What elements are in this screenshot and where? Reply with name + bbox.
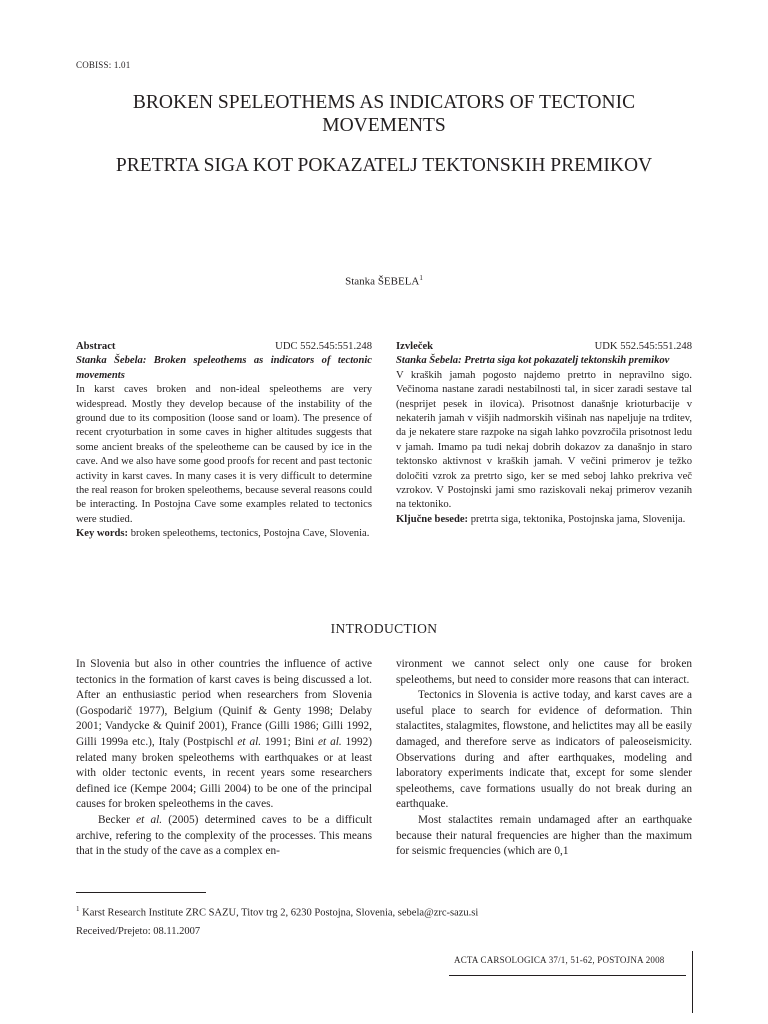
izvlecek-label: Izvleček — [396, 341, 434, 352]
abstract-english — [76, 340, 372, 542]
received-date: Received/Prejeto: 08.11.2007 — [76, 925, 201, 937]
section-heading-introduction: INTRODUCTION — [330, 621, 438, 636]
intro-p2-end: (2005) determined caves to be a difficult archive, refering to the complexity of the processes. This means that in the study of the cave as a complex en- — [76, 813, 373, 858]
intro-paragraph-3: vironment we cannot select only one cause for broken speleothems, but need to consider more reasons that can interact. — [396, 658, 692, 686]
udc-code: UDC 552.545:551.248 — [275, 341, 372, 352]
intro-p1-end: 1992) related many broken speleothems with earthquakes or at least with older tectonic events, in recent years some researchers defined ice (Kempe 2004; Gilli 2004) to be one of the principal causes for broken speleothems in the caves. — [76, 735, 373, 811]
footnote-divider — [76, 892, 206, 893]
journal-footer: ACTA CARSOLOGICA 37/1, 51-62, POSTOJNA 2008 — [454, 955, 665, 965]
intro-paragraph-2 — [76, 813, 372, 860]
body-column-left — [76, 657, 372, 860]
keywords-text: broken speleothems, tectonics, Postojna Cave, Slovenia. — [130, 528, 370, 540]
intro-p1-text: In Slovenia but also in other countries the influence of active tectonics in the formation of karst caves is being discussed a lot. After an enthusiastic period when researchers from Slovenia (Gospodarič 1977), Belgium (Quinif & Genty 1998; Delaby 2001; Vandycke & Quinif 2001), France (Gilli 1986; Gilli 1992, Gilli 1999a etc.), Italy (Postpischl — [76, 658, 372, 748]
abstract-slovenian-body: V kraških jamah pogosto najdemo pretrto in nepravilno sigo. Večinoma nastane zaradi nestabilnosti tal, in sicer zaradi sestave tal (nesprijet pesek in ilovica). Prisotnost današnje krioturbacije v nekaterih jamah v višjih nadmorskih višinah nas napeljuje na trditev, da je nekatere stare razpoke na sigah lahko povzročila prisotnost ledu v jamah. Imamo pa tudi nekaj dobrih dokazov za današnjo in staro tektonsko aktivnost v kraških jamah. V večini primerov je težko določiti vzrok za pretrto sigo, ker se med seboj lahko prekriva več vzrokov. V Postojnski jami smo raziskovali nekaj primerov vezanih na tektoniko. — [396, 369, 692, 511]
intro-paragraph-1 — [76, 657, 372, 813]
footnote-marker: 1 — [76, 905, 80, 913]
abstract-english-header — [76, 340, 372, 354]
author-name: Stanka ŠEBELA — [345, 275, 420, 288]
title-english-line1: BROKEN SPELEOTHEMS AS INDICATORS OF TECTONIC — [132, 92, 636, 113]
abstract-slovenian-subtitle: Stanka Šebela: Pretrta siga kot pokazatelj tektonskih premikov — [396, 355, 670, 367]
cobiss-code: COBISS: 1.01 — [76, 60, 131, 70]
footnote-affiliation — [76, 900, 478, 923]
intro-paragraph-4: Tectonics in Slovenia is active today, and karst caves are a useful place to search for evidence of deformation. Thin stalactites, stalagmites, flowstone, and helictites may all be easily damaged, and therefore serve as indicators of paleoseismicity. Observations during and after earthquakes, modeling and laboratory experiments indicate that, except for some slender speleothems, cave formations usually do not break during an earthquake. — [396, 689, 692, 811]
kljucne-besede-text: pretrta siga, tektonika, Postojnska jama, Slovenija. — [470, 513, 686, 525]
intro-paragraph-5: Most stalactites remain undamaged after an earthquake because their natural frequencies are higher than the maximum for seismic frequencies (which are 0,1 — [396, 813, 692, 858]
body-column-right — [396, 657, 692, 860]
abstract-label: Abstract — [76, 341, 116, 352]
author-footnote-marker: 1 — [419, 274, 423, 282]
udk-code: UDK 552.545:551.248 — [594, 341, 692, 352]
abstract-slovenian — [396, 340, 692, 527]
title-slovenian: PRETRTA SIGA KOT POKAZATELJ TEKTONSKIH PREMIKOV — [115, 155, 653, 176]
intro-p2-start: Becker — [98, 813, 137, 826]
footnote-affiliation-text: Karst Research Institute ZRC SAZU, Titov trg 2, 6230 Postojna, Slovenia, sebela@zrc-sazu.si — [79, 907, 479, 919]
intro-p1-rest: 1991; Bini — [261, 735, 319, 748]
abstract-english-subtitle: Stanka Šebela: Broken speleothems as indicators of tectonic movements — [76, 355, 372, 381]
keywords-label: Key words: — [76, 528, 129, 540]
footer-horizontal-rule — [449, 975, 686, 976]
title-english-line2: MOVEMENTS — [322, 115, 446, 136]
keywords-english — [76, 527, 372, 541]
keywords-slovenian — [396, 513, 692, 527]
kljucne-besede-label: Ključne besede: — [396, 513, 469, 525]
abstract-slovenian-header — [396, 340, 692, 354]
title-english — [76, 91, 692, 137]
footer-vertical-rule — [692, 951, 693, 1013]
author-line — [76, 274, 692, 288]
intro-p2-etal: et al. — [136, 813, 163, 826]
intro-p1-etal2: et al. — [318, 735, 342, 748]
intro-p1-etal: et al. — [237, 735, 262, 748]
abstract-english-body: In karst caves broken and non-ideal speleothems are very widespread. Mostly they develop because of the instability of the ground due to its composition (loose sand or loam). The presence of recent cryoturbation in some caves in higher altitudes suggests that some ancient breaks of the speleotheme can be caused by ice in the cave. And we also have some good proofs for recent and past tectonic activity in karst caves. In many cases it is very difficult to determine the real reason for broken speleothems, because several reasons could be interacting. In Postojna Cave some examples related to tectonics were studied. — [76, 384, 372, 525]
footnote — [76, 900, 478, 941]
